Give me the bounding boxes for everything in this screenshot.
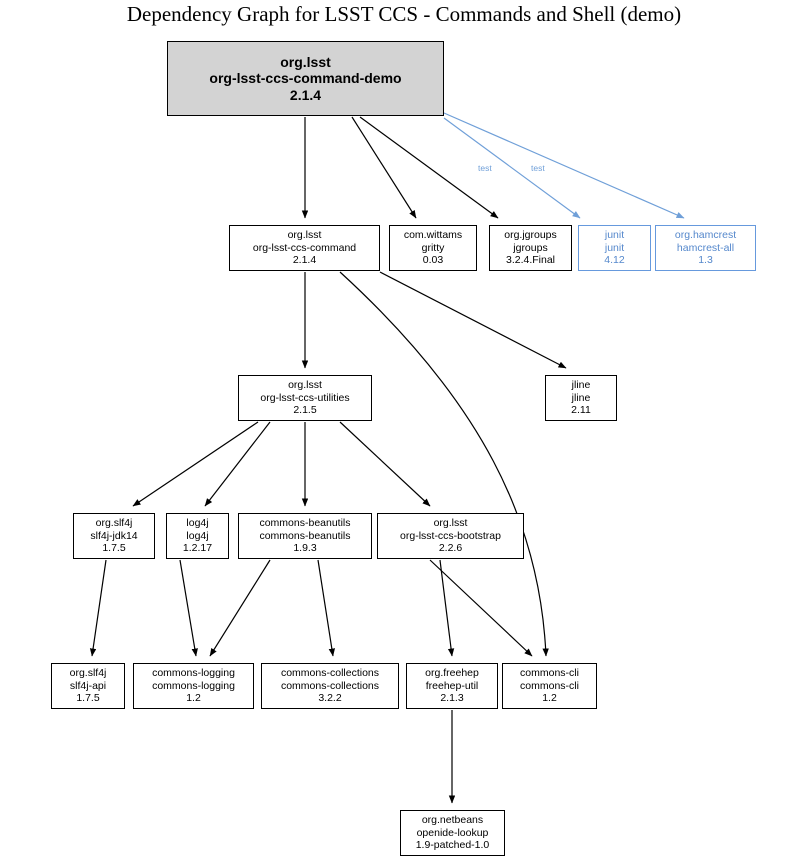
node-junit-line-2: 4.12 [604,254,625,267]
node-freehep-line-0: org.freehep [425,667,479,680]
node-log4j[interactable] [166,513,229,559]
edge-label-test-1: test [531,163,545,173]
node-utilities-line-2: 2.1.5 [293,404,317,417]
node-netbeans-line-2: 1.9-patched-1.0 [415,839,490,852]
node-freehep[interactable] [406,663,498,709]
node-gritty[interactable] [389,225,477,271]
node-gritty-line-1: gritty [421,241,445,254]
node-commonscli-line-1: commons-cli [520,679,579,692]
edge-slf4jjdk14-to-slf4japi [92,560,106,656]
node-command[interactable] [229,225,380,271]
node-slf4japi[interactable] [51,663,125,709]
node-jgroups-line-0: org.jgroups [504,229,557,242]
node-beanutils-line-2: 1.9.3 [293,542,317,555]
node-bootstrap-line-0: org.lsst [433,517,468,530]
node-beanutils[interactable] [238,513,372,559]
node-netbeans[interactable] [400,810,505,856]
node-collections[interactable] [261,663,399,709]
node-logging-line-2: 1.2 [186,692,201,705]
node-junit-line-0: junit [604,229,625,242]
node-hamcrest-line-1: hamcrest-all [676,241,735,254]
node-netbeans-line-0: org.netbeans [421,814,484,827]
node-beanutils-line-1: commons-beanutils [259,529,351,542]
node-bootstrap-line-2: 2.2.6 [438,542,463,555]
node-collections-line-2: 3.2.2 [318,692,342,705]
node-slf4jjdk14[interactable] [73,513,155,559]
node-hamcrest-line-0: org.hamcrest [674,229,737,242]
node-junit-line-1: junit [604,241,625,254]
node-hamcrest[interactable] [655,225,756,271]
node-slf4japi-line-2: 1.7.5 [76,692,100,705]
node-utilities[interactable] [238,375,372,421]
node-freehep-line-1: freehep-util [425,679,479,692]
node-jline-line-2: 2.11 [571,404,591,417]
node-slf4jjdk14-line-1: slf4j-jdk14 [90,529,138,542]
node-bootstrap[interactable] [377,513,524,559]
edge-label-test-0: test [478,163,492,173]
edge-bootstrap-to-commonscli [430,560,532,656]
node-netbeans-line-1: openide-lookup [416,826,489,839]
edge-utilities-to-slf4jjdk14 [133,422,258,506]
edge-utilities-to-log4j [205,422,270,506]
node-command-line-0: org.lsst [287,229,322,242]
node-commonscli-line-0: commons-cli [520,667,579,680]
node-jline[interactable] [545,375,617,421]
node-command-line-1: org-lsst-ccs-command [252,241,357,254]
page-title: Dependency Graph for LSST CCS - Commands and Shell (demo) [126,2,682,26]
edge-root-to-gritty [352,117,416,218]
node-collections-line-1: commons-collections [280,679,380,692]
node-slf4japi-line-0: org.slf4j [69,667,107,680]
node-log4j-line-0: log4j [186,517,209,530]
edge-beanutils-to-collections [318,560,333,656]
node-command-line-2: 2.1.4 [292,254,317,267]
edge-log4j-to-logging [180,560,196,656]
edge-root-to-junit [444,118,580,218]
node-root-line-2: 2.1.4 [289,86,322,103]
node-logging-line-0: commons-logging [152,667,235,680]
node-bootstrap-line-1: org-lsst-ccs-bootstrap [400,529,501,542]
node-beanutils-line-0: commons-beanutils [259,517,351,530]
node-jgroups[interactable] [489,225,572,271]
edge-command-to-jline [380,272,566,368]
node-logging-line-1: commons-logging [152,679,235,692]
node-jgroups-line-2: 3.2.4.Final [505,254,556,267]
node-slf4japi-line-1: slf4j-api [69,679,107,692]
node-jline-line-1: jline [571,391,591,404]
node-commonscli[interactable] [502,663,597,709]
node-slf4jjdk14-line-0: org.slf4j [95,517,133,530]
node-utilities-line-0: org.lsst [288,379,322,392]
node-log4j-line-2: 1.2.17 [182,542,213,555]
node-log4j-line-1: log4j [186,529,209,542]
node-utilities-line-1: org-lsst-ccs-utilities [260,391,350,404]
node-root-line-0: org.lsst [280,53,331,70]
node-jgroups-line-1: jgroups [513,241,548,254]
node-root[interactable] [167,41,444,116]
edge-utilities-to-bootstrap [340,422,430,506]
node-freehep-line-2: 2.1.3 [440,692,464,705]
edge-beanutils-to-logging [210,560,270,656]
node-slf4jjdk14-line-2: 1.7.5 [102,542,126,555]
node-gritty-line-2: 0.03 [422,254,444,267]
node-junit[interactable] [578,225,651,271]
edge-command-to-commonscli [340,272,546,656]
node-logging[interactable] [133,663,254,709]
node-jline-line-0: jline [571,379,591,392]
node-collections-line-0: commons-collections [280,667,380,680]
node-gritty-line-0: com.wittams [403,229,463,242]
node-root-line-1: org-lsst-ccs-command-demo [209,70,402,87]
node-hamcrest-line-2: 1.3 [698,254,713,267]
node-commonscli-line-2: 1.2 [542,692,557,705]
